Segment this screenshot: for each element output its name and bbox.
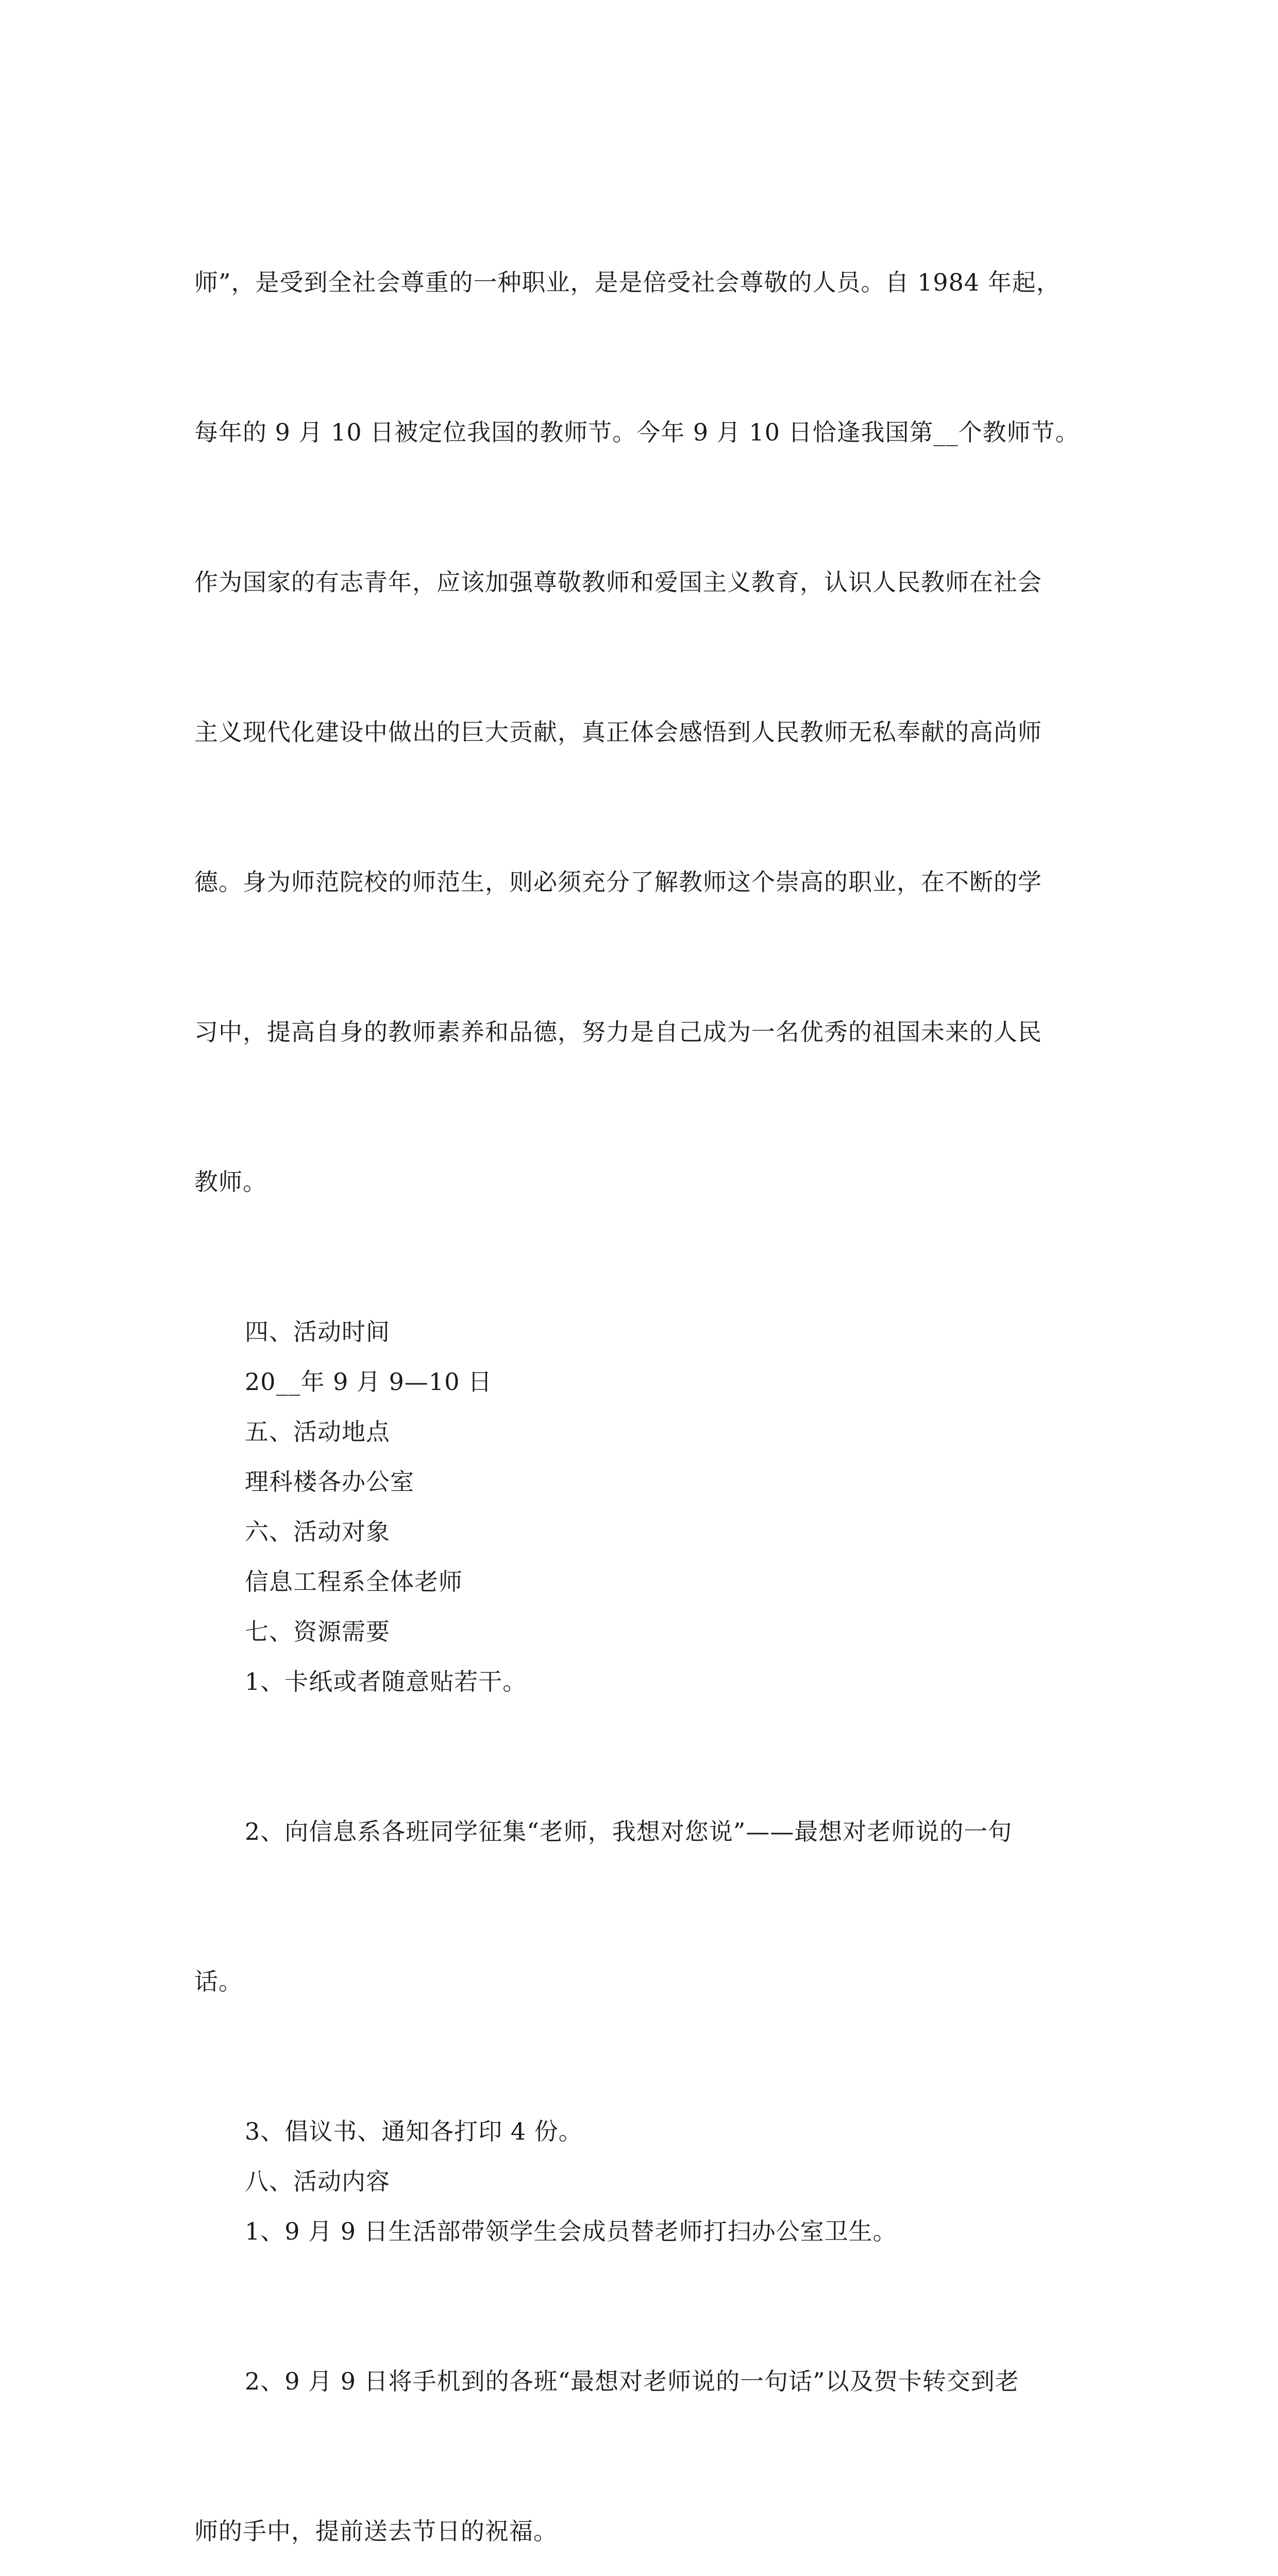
content-item-2 [194,2257,1091,2576]
content-item-2-line-2: 师的手中，提前送去节日的祝福。 [194,2517,558,2545]
section-heading-time: 四、活动时间 [245,1318,390,1346]
section-heading-location: 五、活动地点 [245,1418,390,1446]
intro-line: 作为国家的有志青年，应该加强尊敬教师和爱国主义教育，认识人民教师在社会 [194,568,1042,596]
resources-item-2-line-1: 2、向信息系各班同学征集“老师，我想对您说”——最想对老师说的一句 [245,1818,1013,1845]
content-item-1: 1、9 月 9 日生活部带领学生会成员替老师打扫办公室卫生。 [245,2217,897,2245]
section-heading-audience: 六、活动对象 [245,1518,390,1546]
section-heading-resources: 七、资源需要 [245,1618,390,1646]
resources-item-2-line-2: 话。 [194,1968,243,1995]
intro-line: 每年的 9 月 10 日被定位我国的教师节。今年 9 月 10 日恰逢我国第__个教师节。 [194,418,1080,446]
intro-paragraph [194,158,1091,1307]
section-body-audience: 信息工程系全体老师 [245,1568,463,1596]
section-body-location: 理科楼各办公室 [245,1468,414,1496]
resources-item-3: 3、倡议书、通知各打印 4 份。 [245,2117,583,2145]
intro-line: 主义现代化建设中做出的巨大贡献，真正体会感悟到人民教师无私奉献的高尚师 [194,718,1042,746]
intro-line: 德。身为师范院校的师范生，则必须充分了解教师这个崇高的职业，在不断的学 [194,868,1042,896]
intro-line: 习中，提高自身的教师素养和品德，努力是自己成为一名优秀的祖国未来的人民 [194,1018,1042,1046]
intro-line: 教师。 [194,1168,267,1196]
resources-item-2 [194,1707,1091,2107]
document-body [194,158,1091,2576]
section-heading-content: 八、活动内容 [245,2167,390,2195]
resources-item-1: 1、卡纸或者随意贴若干。 [245,1668,527,1696]
intro-line: 师”，是受到全社会尊重的一种职业，是是倍受社会尊敬的人员。自 1984 年起， [194,268,1061,296]
content-item-2-line-1: 2、9 月 9 日将手机到的各班“最想对老师说的一句话”以及贺卡转交到老 [245,2367,1019,2395]
section-body-time: 20__年 9 月 9—10 日 [245,1368,493,1396]
